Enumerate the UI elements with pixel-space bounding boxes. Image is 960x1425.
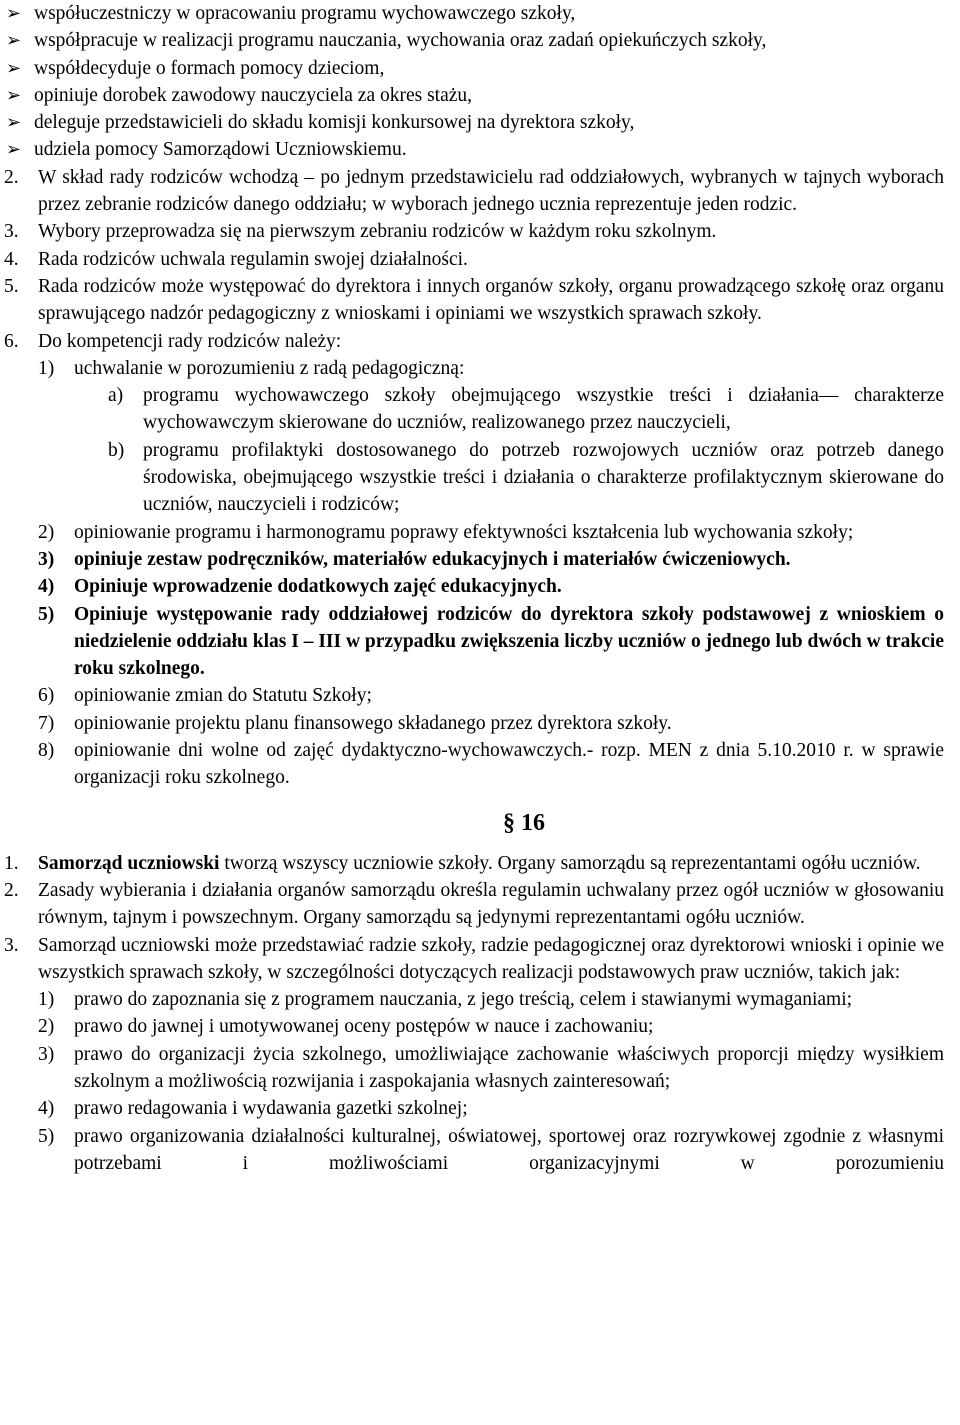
- numbered-point: 1. Samorząd uczniowski tworzą wszyscy uczniowie szkoły. Organy samorządu są reprezentantami ogółu uczniów.: [4, 852, 921, 874]
- competence-subitem: a) programu wychowawczego szkoły obejmującego wszystkie treści i działania— charakterze wychowawczym skierowane do uczniów, realizowanego przez nauczycieli,: [108, 385, 944, 434]
- competence-subitems: [38, 382, 944, 518]
- numbered-point: 3. Wybory przeprowadza się na pierwszym zebraniu rodziców w każdym roku szkolnym.: [4, 221, 717, 243]
- arrow-bullet-icon: ➢: [6, 30, 22, 51]
- bold-lead: Samorząd uczniowski: [38, 852, 220, 874]
- numbered-point: 6. Do kompetencji rady rodziców należy:: [4, 330, 342, 352]
- competence-item: 7) opiniowanie projektu planu finansowego składanego przez dyrektora szkoły.: [38, 712, 672, 734]
- competence-item-bold: 4) Opiniuje wprowadzenie dodatkowych zajęć edukacyjnych.: [38, 576, 562, 598]
- numbered-point: 2. Zasady wybierania i działania organów samorządu określa regulamin uchwalany przez ogół uczniów w głosowaniu równym, tajnym i powszechnym. Organy samorządu są jedynymi reprezentantami ogółu uczniów.: [4, 879, 944, 929]
- bullet-item: ➢ współpracuje w realizacji programu nauczania, wychowania oraz zadań opiekuńczych szkoły,: [4, 27, 944, 54]
- bullet-list: [4, 0, 944, 164]
- numbered-point: 4. Rada rodziców uchwala regulamin swojej działalności.: [4, 248, 468, 270]
- competence-item: 8) opiniowanie dni wolne od zajęć dydaktyczno-wychowawczych.- rozp. MEN z dnia 5.10.2010 r. w sprawie organizacji roku szkolnego.: [38, 740, 944, 789]
- competence-item: 2) opiniowanie programu i harmonogramu poprawy efektywności kształcenia lub wychowania szkoły;: [38, 521, 854, 543]
- bullet-item: ➢ udziela pomocy Samorządowi Uczniowskiemu.: [4, 136, 944, 163]
- numbered-point: 3. Samorząd uczniowski może przedstawiać radzie szkoły, radzie pedagogicznej oraz dyrektorowi wnioski i opinie we wszystkich sprawach szkoły, w szczególności dotyczących realizacji podstawowych praw uczniów, takich jak:: [4, 934, 944, 983]
- competence-item: 1) uchwalanie w porozumieniu z radą pedagogiczną:: [38, 357, 465, 379]
- bullet-item: ➢ współuczestniczy w opracowaniu programu wychowawczego szkoły,: [4, 0, 944, 27]
- bullet-item: ➢ współdecyduje o formach pomocy dzieciom,: [4, 55, 944, 82]
- competence-item-bold: 5) Opiniuje występowanie rady oddziałowej rodziców do dyrektora szkoły podstawowej z wnioskiem o niedzielenie oddziału klas I – III w przypadku zwiększenia liczby uczniów o jednego lub dwóch w trakcie roku szkolnego.: [38, 603, 944, 680]
- numbered-point: 2. W skład rady rodziców wchodzą – po jednym przedstawicielu rad oddziałowych, wybranych w tajnych wyborach przez zebranie rodziców danego oddziału; w wyborach jednego ucznia reprezentuje jeden rodzic.: [4, 166, 944, 216]
- arrow-bullet-icon: ➢: [6, 139, 22, 160]
- arrow-bullet-icon: ➢: [6, 112, 22, 133]
- right-item: 5) prawo organizowania działalności kulturalnej, oświatowej, sportowej oraz rozrywkowej zgodnie z własnymi potrzebami i możliwościami organizacyjnymi w porozumieniu: [38, 1125, 944, 1174]
- competences-list: [4, 355, 944, 792]
- numbered-point: 5. Rada rodziców może występować do dyrektora i innych organów szkoły, organu prowadzącego szkołę oraz organu sprawującego nadzór pedagogiczny z wnioskami i opiniami we wszystkich sprawach szkoły.: [4, 275, 944, 325]
- bullet-item: ➢ deleguje przedstawicieli do składu komisji konkursowej na dyrektora szkoły,: [4, 109, 944, 136]
- competence-item: 6) opiniowanie zmian do Statutu Szkoły;: [38, 685, 372, 707]
- arrow-bullet-icon: ➢: [6, 3, 22, 23]
- arrow-bullet-icon: ➢: [6, 84, 22, 105]
- arrow-bullet-icon: ➢: [6, 57, 22, 78]
- right-item: 3) prawo do organizacji życia szkolnego, umożliwiające zachowanie właściwych proporcji między wysiłkiem szkolnym a możliwością rozwijania i zaspokajania własnych zainteresowań;: [38, 1043, 944, 1092]
- right-item: 2) prawo do jawnej i umotywowanej oceny postępów w nauce i zachowaniu;: [38, 1016, 654, 1038]
- competence-subitem: b) programu profilaktyki dostosowanego do potrzeb rozwojowych uczniów oraz potrzeb danego środowiska, obejmującego wszystkie treści i działania o charakterze profilaktycznym skierowane do uczniów, nauczycieli i rodziców;: [108, 439, 944, 516]
- bullet-item: ➢ opiniuje dorobek zawodowy nauczyciela za okres stażu,: [4, 82, 944, 109]
- section-heading: § 16: [503, 809, 545, 836]
- right-item: 4) prawo redagowania i wydawania gazetki szkolnej;: [38, 1098, 468, 1120]
- competence-item-bold: 3) opiniuje zestaw podręczników, materiałów edukacyjnych i materiałów ćwiczeniowych.: [38, 548, 791, 570]
- right-item: 1) prawo do zapoznania się z programem nauczania, z jego treścią, celem i stawianymi wymaganiami;: [38, 989, 853, 1011]
- rights-list: [4, 986, 944, 1177]
